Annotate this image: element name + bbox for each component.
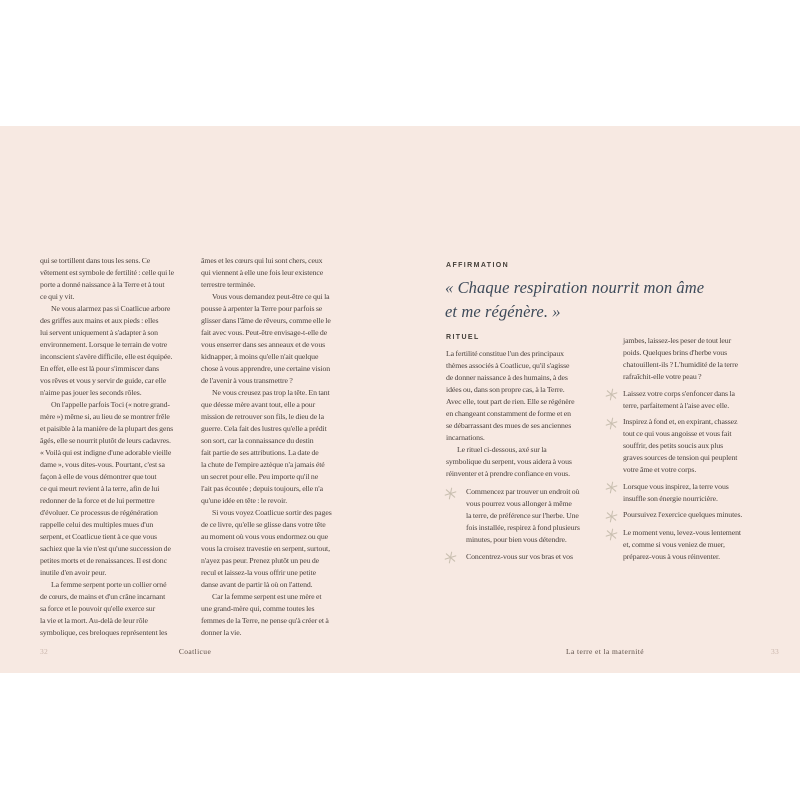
text-line: minutes, pour bien vous détendre. xyxy=(466,535,567,544)
text-line: porte a donné naissance à la Terre et à tout xyxy=(40,280,165,289)
text-line: préparez-vous à vous réinventer. xyxy=(623,552,720,561)
text-line: réinventer et à prendre confiance en vous. xyxy=(446,469,570,478)
text-line: kidnapper, à moins qu'elle n'ait quelque xyxy=(201,352,319,361)
text-line: insuffle son énergie nourricière. xyxy=(623,493,718,503)
step-text xyxy=(623,527,741,563)
ritual-step xyxy=(444,551,580,565)
star-icon xyxy=(605,481,623,495)
ritual-step xyxy=(605,527,742,563)
ritual-step xyxy=(605,416,742,476)
text-line: souffrir, des petits soucis aux plus xyxy=(623,441,724,450)
text-line: dame », vous dites-vous. Pourtant, c'est sa xyxy=(40,460,165,469)
star-spacer xyxy=(605,335,623,336)
text-line: Vous vous demandez peut-être ce qui la xyxy=(212,292,330,301)
ritual-steps-column-2 xyxy=(605,335,742,563)
text-line: Avec elle, tout part de rien. Elle se régénère xyxy=(446,397,575,406)
text-line: qui se tortillent dans tous les sens. Ce xyxy=(40,256,151,265)
page-number-right: 33 xyxy=(771,647,780,656)
left-page-column-1 xyxy=(40,255,174,639)
running-head-right: La terre et la maternité xyxy=(566,647,644,656)
text-line: qui viennent à elle une fois leur existence xyxy=(201,268,324,277)
text-line: petites morts et de renaissances. Il est donc xyxy=(40,556,167,565)
text-line: donner la vie. xyxy=(201,628,242,637)
ritual-steps-column-1 xyxy=(444,486,580,564)
text-line: vous la croisez travestie en serpent, surtout, xyxy=(201,544,330,553)
running-head-left: Coatlicue xyxy=(178,647,212,656)
text-line: que déesse mère avant tout, elle a pour xyxy=(201,400,316,409)
text-line: et, comme si vous veniez de muer, xyxy=(623,540,725,549)
text-line: La fertilité constitue l'un des principaux xyxy=(446,349,564,358)
text-line: de donner naissance à des humains, à des xyxy=(446,373,568,382)
page-number-left: 32 xyxy=(40,647,49,656)
ritual-step xyxy=(605,481,742,505)
text-line: en changeant constamment de forme et en xyxy=(446,409,571,418)
text-line: Inspirez à fond et, en expirant, chassez xyxy=(623,417,738,426)
text-line: symbolique du serpent, vous aidera à vous xyxy=(446,457,572,466)
text-line: fait avec vous. Peut-être envisage-t-elle de xyxy=(201,328,328,337)
text-line: sachiez que la vie n'est qu'une succession de xyxy=(40,544,171,553)
star-icon xyxy=(605,416,623,430)
affirmation-quote-line-1: « Chaque respiration nourrit mon âme xyxy=(445,278,705,297)
text-line: n'ayez pas peur. Prenez plutôt un peu de xyxy=(201,556,320,565)
text-line: Ne vous alarmez pas si Coatlicue arbore xyxy=(51,304,171,313)
book-spread xyxy=(0,126,800,673)
text-line: fait partie de ses attributions. La date de xyxy=(201,448,319,457)
text-line: n'aime pas jouer les seconds rôles. xyxy=(40,388,142,397)
text-line: pousse à arpenter la Terre pour parfois se xyxy=(201,304,323,313)
text-line: fois installée, respirez à fond plusieurs xyxy=(466,523,580,532)
text-line: des griffes aux mains et aux pieds : elles xyxy=(40,316,159,325)
text-line: chatouillent-ils ? L'humidité de la terre xyxy=(623,360,739,369)
text-line: Laissez votre corps s'enfoncer dans la xyxy=(623,388,735,398)
step-text xyxy=(623,509,742,521)
text-line: incarnations. xyxy=(446,433,485,442)
ritual-step xyxy=(605,335,742,383)
affirmation-label: AFFIRMATION xyxy=(446,262,510,269)
ritual-label: RITUEL xyxy=(446,334,480,341)
text-line: « Voilà qui est indigne d'une adorable vieille xyxy=(40,448,172,457)
ritual-intro xyxy=(446,348,574,480)
text-line: une grand-mère qui, comme toutes les xyxy=(201,604,315,613)
text-line: de cœurs, de mains et d'un crâne incarnant xyxy=(40,592,166,601)
text-line: âgés, elle se nourrit plutôt de leurs cadavres. xyxy=(40,436,171,445)
text-line: serpent, et Coatlicue tient à ce que vous xyxy=(40,532,157,541)
text-line: d'évoluer. Ce processus de régénération xyxy=(40,508,158,517)
text-line: thèmes associés à Coatlicue, qu'il s'agisse xyxy=(446,361,570,370)
text-line: âmes et les cœurs qui lui sont chers, ceux xyxy=(201,256,323,265)
text-line: Le rituel ci-dessous, axé sur la xyxy=(457,445,547,454)
text-line: femmes de la Terre, ne pense qu'à créer et à xyxy=(201,616,329,625)
affirmation-quote-line-2: et me régénère. » xyxy=(445,301,561,321)
text-line: de ce livre, qu'elle se glisse dans votre tête xyxy=(201,520,326,529)
text-line: son sort, car la connaissance du destin xyxy=(201,436,314,445)
text-line: rappelle celui des multiples mues d'un xyxy=(40,520,154,529)
text-line: Concentrez-vous sur vos bras et vos xyxy=(466,551,573,561)
text-line: ce qui meurt revient à la terre, afin de lui xyxy=(40,484,160,493)
step-text xyxy=(623,416,737,476)
text-line: vous enserrer dans ses anneaux et de vous xyxy=(201,340,326,349)
text-line: glisser dans l'âme de rêveurs, comme elle le xyxy=(201,316,331,325)
text-line: de l'avenir à vous transmettre ? xyxy=(201,376,293,385)
step-text xyxy=(466,551,573,563)
text-line: Car la femme serpent est une mère et xyxy=(212,592,322,601)
step-text xyxy=(623,481,729,505)
text-line: la chute de l'empire aztèque n'a jamais été xyxy=(201,460,325,469)
text-line: mission de retrouver son fils, le dieu de la xyxy=(201,412,324,421)
text-line: inutile d'en avoir peur. xyxy=(40,568,107,577)
step-text xyxy=(623,335,738,383)
text-line: graves sources de tension qui peuplent xyxy=(623,453,738,462)
left-page-column-2 xyxy=(201,255,332,639)
text-line: danse avant de partir là où on l'attend. xyxy=(201,580,313,589)
text-line: vous pourrez vous allonger à même xyxy=(466,499,572,508)
ritual-step xyxy=(605,388,742,412)
text-line: au moment où vous vous endormez ou que xyxy=(201,532,329,541)
text-line: La femme serpent porte un collier orné xyxy=(51,580,167,589)
text-line: vêtement est symbole de fertilité : celle qui le xyxy=(40,268,175,277)
star-icon xyxy=(444,486,466,500)
star-icon xyxy=(605,509,623,523)
text-line: un secret pour elle. Peu importe qu'il ne xyxy=(201,472,319,481)
text-line: inconscient s'avère difficile, elle est équipée. xyxy=(40,352,173,361)
text-line: et paisible à la manière de la plupart des gens xyxy=(40,424,174,433)
text-line: chose à vous apprendre, une certaine vision xyxy=(201,364,331,373)
text-line: votre âme et votre corps. xyxy=(623,465,697,474)
text-line: poids. Quelques brins d'herbe vous xyxy=(623,348,728,357)
text-line: guerre. Cela fait des lustres qu'elle a prédit xyxy=(201,424,327,433)
text-line: On l'appelle parfois Toci (« notre grand- xyxy=(51,400,170,409)
text-line: Lorsque vous inspirez, la terre vous xyxy=(623,481,729,491)
step-text xyxy=(623,388,735,412)
ritual-step xyxy=(444,486,580,546)
text-line: Poursuivez l'exercice quelques minutes. xyxy=(623,510,743,519)
text-line: Commencez par trouver un endroit où xyxy=(466,487,580,496)
text-line: rafraîchit-elle votre peau ? xyxy=(623,372,702,381)
text-line: En effet, elle est là pour s'immiscer dans xyxy=(40,364,159,373)
text-line: sa force et le pouvoir qu'elle exerce sur xyxy=(40,604,156,613)
text-line: recul et laissez-la vous offrir une petite xyxy=(201,568,316,577)
text-line: Le moment venu, levez-vous lentement xyxy=(623,528,741,537)
text-line: lui servent uniquement à s'adapter à son xyxy=(40,328,158,337)
text-line: jambes, laissez-les peser de tout leur xyxy=(623,336,732,345)
text-line: idées ou, dans son propre cas, à la Terre. xyxy=(446,385,565,394)
text-line: l'ait pas écoutée ; depuis toujours, elle n'a xyxy=(201,484,323,493)
text-line: ce qui y vit. xyxy=(40,292,75,301)
ritual-step xyxy=(605,509,742,523)
text-line: mère ») même si, au lieu de se montrer frêle xyxy=(40,412,170,421)
text-line: terrestre terminée. xyxy=(201,280,256,289)
text-line: environnement. Lorsque le terrain de votre xyxy=(40,340,168,349)
text-line: la terre, de préférence sur l'herbe. Une xyxy=(466,511,579,520)
text-line: Si vous voyez Coatlicue sortir des pages xyxy=(212,508,332,517)
text-line: se débarrassant des mues de ses anciennes xyxy=(446,421,572,430)
text-line: façon à elle de vous démontrer que tout xyxy=(40,472,157,481)
text-line: redonner de la force et de lui permettre xyxy=(40,496,155,505)
text-line: qu'une idée en tête : le revoir. xyxy=(201,496,288,505)
text-line: terre, parfaitement à l'aise avec elle. xyxy=(623,400,730,410)
text-line: la vie et la mort. Au-delà de leur rôle xyxy=(40,616,148,625)
text-line: Ne vous creusez pas trop la tête. En tant xyxy=(212,388,330,397)
star-icon xyxy=(605,527,623,541)
affirmation-quote xyxy=(445,276,704,323)
text-line: symbolique, ces breloques représentent les xyxy=(40,628,168,637)
text-line: tout ce qui vous angoisse et vous fait xyxy=(623,429,732,438)
star-icon xyxy=(444,551,466,565)
text-line: vos rêves et vous y servir de guide, car elle xyxy=(40,376,167,385)
step-text xyxy=(466,486,580,546)
star-icon xyxy=(605,388,623,402)
